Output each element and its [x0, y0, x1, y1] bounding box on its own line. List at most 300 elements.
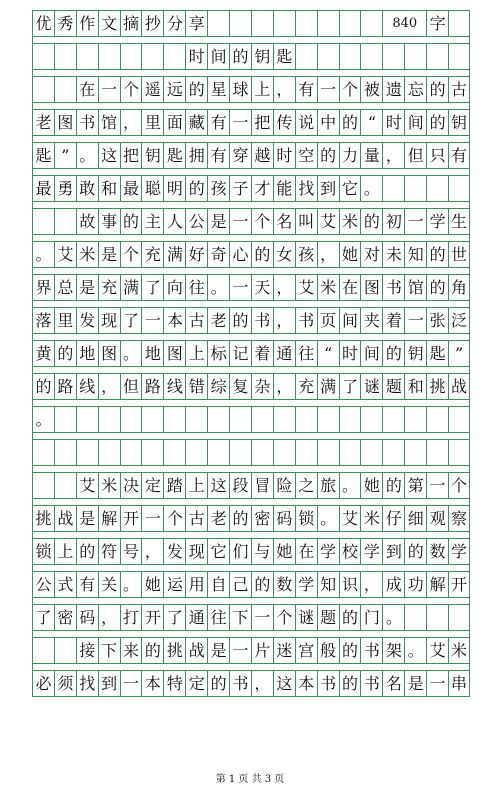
grid-cell: 艾: [317, 209, 339, 234]
grid-cell: 聪: [141, 176, 163, 201]
grid-cell: 生: [448, 209, 470, 234]
grid-cell: 书: [382, 275, 404, 300]
grid-cell: 匙: [426, 341, 448, 366]
grid-cell: [54, 440, 76, 465]
grid-cell: ，: [360, 572, 382, 597]
grid-cell: 门: [360, 605, 382, 630]
grid-cell: 学: [426, 209, 448, 234]
grid-cell: 公: [185, 209, 207, 234]
grid-cell: 的: [382, 341, 404, 366]
text-row: [32, 505, 470, 532]
text-row: [32, 604, 470, 631]
grid-cell: 挑: [163, 638, 185, 663]
grid-cell: 敢: [76, 176, 98, 201]
grid-cell: 一: [251, 605, 273, 630]
grid-cell: 。: [76, 143, 98, 168]
grid-cell: 迷: [273, 638, 295, 663]
grid-cell: 般: [317, 638, 339, 663]
grid-cell: [98, 407, 120, 432]
grid-cell: 840: [382, 11, 426, 36]
grid-cell: 一: [229, 110, 251, 135]
grid-cell: [317, 11, 339, 36]
grid-cell: 的: [426, 110, 448, 135]
grid-cell: 号: [120, 539, 142, 564]
grid-cell: 充: [141, 242, 163, 267]
grid-cell: [54, 407, 76, 432]
grid-cell: 学: [448, 539, 470, 564]
grid-cell: 享: [185, 11, 207, 36]
grid-cell: [229, 407, 251, 432]
grid-cell: 一: [229, 209, 251, 234]
grid-cell: 之: [295, 473, 317, 498]
grid-cell: 遥: [141, 77, 163, 102]
grid-cell: 才: [251, 176, 273, 201]
grid-cell: [251, 11, 273, 36]
grid-cell: 发: [163, 539, 185, 564]
text-row: [32, 670, 470, 697]
grid-cell: 事: [98, 209, 120, 234]
grid-cell: 在: [295, 539, 317, 564]
grid-cell: [426, 440, 448, 465]
grid-cell: 图: [360, 275, 382, 300]
grid-cell: 开: [448, 572, 470, 597]
grid-cell: 数: [273, 572, 295, 597]
grid-cell: 米: [339, 209, 361, 234]
grid-cell: 串: [448, 671, 470, 696]
grid-cell: 满: [120, 275, 142, 300]
grid-cell: 决: [120, 473, 142, 498]
grid-cell: ，: [120, 110, 142, 135]
grid-cell: [339, 440, 361, 465]
grid-cell: [295, 407, 317, 432]
grid-cell: 码: [273, 506, 295, 531]
grid-cell: 孩: [295, 242, 317, 267]
grid-cell: 往: [207, 605, 229, 630]
grid-cell: 满: [317, 374, 339, 399]
grid-cell: 在: [76, 77, 98, 102]
header-row: [32, 10, 470, 37]
grid-cell: 被: [360, 77, 382, 102]
grid-cell: [32, 44, 54, 69]
grid-cell: 段: [229, 473, 251, 498]
grid-cell: 的: [339, 671, 361, 696]
grid-cell: 钥: [251, 44, 273, 69]
text-row: [32, 340, 470, 367]
grid-cell: 自: [207, 572, 229, 597]
grid-cell: 有: [295, 77, 317, 102]
grid-cell: 个: [120, 77, 142, 102]
grid-cell: 们: [229, 539, 251, 564]
grid-cell: [273, 440, 295, 465]
grid-cell: 的: [207, 671, 229, 696]
grid-cell: 关: [98, 572, 120, 597]
grid-cell: 通: [273, 341, 295, 366]
grid-cell: 时: [382, 110, 404, 135]
grid-cell: [448, 176, 470, 201]
text-row: [32, 142, 470, 169]
grid-cell: [76, 440, 98, 465]
grid-cell: 分: [163, 11, 185, 36]
grid-cell: [295, 11, 317, 36]
grid-cell: 必: [32, 671, 54, 696]
grid-cell: [32, 473, 54, 498]
grid-cell: 落: [32, 308, 54, 333]
grid-cell: 宫: [295, 638, 317, 663]
grid-cell: 满: [163, 242, 185, 267]
grid-cell: 。: [404, 638, 426, 663]
grid-cell: 的: [54, 341, 76, 366]
grid-cell: 说: [295, 110, 317, 135]
grid-cell: 但: [404, 143, 426, 168]
grid-cell: 古: [185, 506, 207, 531]
grid-cell: 开: [141, 605, 163, 630]
text-row: [32, 241, 470, 268]
grid-cell: 下: [98, 638, 120, 663]
grid-cell: 张: [426, 308, 448, 333]
grid-cell: 标: [207, 341, 229, 366]
grid-cell: 总: [54, 275, 76, 300]
grid-cell: ，: [98, 374, 120, 399]
grid-cell: [273, 11, 295, 36]
grid-cell: [448, 44, 470, 69]
text-row: [32, 571, 470, 598]
writing-grid-sheet: [32, 10, 470, 697]
grid-cell: 钥: [404, 341, 426, 366]
grid-cell: 细: [404, 506, 426, 531]
grid-cell: [163, 440, 185, 465]
grid-cell: 观: [426, 506, 448, 531]
grid-cell: ，: [273, 77, 295, 102]
grid-cell: 里: [141, 110, 163, 135]
grid-cell: 力: [339, 143, 361, 168]
grid-cell: 解: [98, 506, 120, 531]
grid-cell: 一: [141, 506, 163, 531]
grid-cell: [317, 440, 339, 465]
grid-cell: 穿: [229, 143, 251, 168]
grid-cell: 了: [163, 605, 185, 630]
grid-cell: ，: [273, 308, 295, 333]
grid-cell: 老: [207, 506, 229, 531]
grid-cell: 的: [339, 638, 361, 663]
grid-cell: 夹: [360, 308, 382, 333]
grid-cell: 地: [76, 341, 98, 366]
grid-cell: 险: [273, 473, 295, 498]
page-footer: 第 1 页 共 3 页: [215, 774, 285, 785]
grid-cell: 米: [448, 638, 470, 663]
grid-cell: 界: [32, 275, 54, 300]
grid-cell: 记: [229, 341, 251, 366]
grid-cell: 。: [317, 506, 339, 531]
grid-cell: [448, 407, 470, 432]
grid-cell: 心: [229, 242, 251, 267]
grid-cell: 明: [163, 176, 185, 201]
grid-cell: [404, 44, 426, 69]
grid-cell: 天: [251, 275, 273, 300]
grid-cell: 间: [207, 44, 229, 69]
grid-cell: 。: [120, 572, 142, 597]
grid-cell: 时: [273, 143, 295, 168]
grid-cell: 叫: [295, 209, 317, 234]
grid-cell: 间: [404, 110, 426, 135]
grid-cell: 锁: [32, 539, 54, 564]
grid-cell: 图: [98, 341, 120, 366]
grid-cell: [317, 44, 339, 69]
grid-cell: 艾: [426, 638, 448, 663]
grid-cell: 一: [98, 77, 120, 102]
grid-cell: 下: [229, 605, 251, 630]
grid-cell: 了: [141, 275, 163, 300]
grid-cell: [163, 407, 185, 432]
grid-cell: 挑: [32, 506, 54, 531]
grid-cell: 往: [295, 341, 317, 366]
grid-cell: 打: [120, 605, 142, 630]
grid-cell: [295, 440, 317, 465]
grid-cell: 挑: [426, 374, 448, 399]
grid-cell: ，: [251, 671, 273, 696]
grid-cell: 用: [185, 572, 207, 597]
grid-cell: 只: [426, 143, 448, 168]
grid-cell: 知: [404, 242, 426, 267]
grid-cell: 书: [76, 110, 98, 135]
grid-cell: [251, 440, 273, 465]
grid-cell: 题: [317, 605, 339, 630]
grid-cell: ，: [273, 275, 295, 300]
grid-cell: 字: [426, 11, 448, 36]
grid-cell: 藏: [185, 110, 207, 135]
grid-cell: [426, 407, 448, 432]
grid-cell: 本: [295, 671, 317, 696]
grid-cell: [360, 407, 382, 432]
grid-cell: [317, 407, 339, 432]
grid-cell: [251, 407, 273, 432]
grid-cell: 的: [76, 539, 98, 564]
grid-cell: [382, 44, 404, 69]
grid-cell: 匙: [273, 44, 295, 69]
grid-cell: 解: [426, 572, 448, 597]
grid-cell: 了: [120, 308, 142, 333]
text-row: [32, 406, 470, 433]
grid-cell: 一: [426, 671, 448, 696]
grid-cell: 米: [76, 242, 98, 267]
grid-cell: 故: [76, 209, 98, 234]
grid-cell: 与: [251, 539, 273, 564]
grid-cell: 古: [448, 77, 470, 102]
grid-cell: 传: [273, 110, 295, 135]
grid-cell: 杂: [251, 374, 273, 399]
grid-cell: 线: [163, 374, 185, 399]
grid-cell: 找: [76, 671, 98, 696]
grid-cell: [32, 77, 54, 102]
grid-cell: 艾: [76, 473, 98, 498]
grid-cell: 题: [382, 374, 404, 399]
grid-cell: 一: [229, 275, 251, 300]
grid-cell: 须: [54, 671, 76, 696]
grid-cell: 这: [207, 473, 229, 498]
grid-cell: 书: [295, 308, 317, 333]
grid-cell: 到: [98, 671, 120, 696]
grid-cell: [426, 44, 448, 69]
grid-cell: [339, 11, 361, 36]
grid-cell: 主: [141, 209, 163, 234]
grid-cell: 往: [185, 275, 207, 300]
text-row: [32, 208, 470, 235]
grid-cell: 现: [98, 308, 120, 333]
grid-cell: 书: [229, 671, 251, 696]
grid-cell: 。: [32, 242, 54, 267]
grid-cell: [229, 11, 251, 36]
grid-cell: 踏: [163, 473, 185, 498]
grid-cell: 式: [54, 572, 76, 597]
grid-cell: 冒: [251, 473, 273, 498]
grid-cell: 能: [273, 176, 295, 201]
grid-cell: 数: [426, 539, 448, 564]
grid-cell: 匙: [32, 143, 54, 168]
grid-cell: 优: [32, 11, 54, 36]
grid-cell: 仔: [382, 506, 404, 531]
grid-cell: [382, 440, 404, 465]
grid-cell: 充: [98, 275, 120, 300]
grid-cell: ”: [448, 341, 470, 366]
grid-cell: 古: [185, 308, 207, 333]
grid-cell: [54, 473, 76, 498]
grid-cell: 的: [185, 176, 207, 201]
grid-cell: 图: [54, 110, 76, 135]
grid-cell: 是: [207, 638, 229, 663]
grid-cell: 泛: [448, 308, 470, 333]
grid-cell: “: [317, 341, 339, 366]
grid-cell: 到: [382, 539, 404, 564]
grid-cell: 它: [207, 539, 229, 564]
grid-cell: 子: [229, 176, 251, 201]
grid-cell: 女: [273, 242, 295, 267]
grid-cell: 到: [317, 176, 339, 201]
grid-cell: 名: [382, 671, 404, 696]
grid-cell: 她: [339, 242, 361, 267]
grid-cell: 有: [76, 572, 98, 597]
grid-cell: 开: [120, 506, 142, 531]
grid-cell: 谜: [295, 605, 317, 630]
grid-cell: 书: [360, 638, 382, 663]
grid-cell: 遗: [382, 77, 404, 102]
grid-cell: 间: [339, 308, 361, 333]
grid-cell: 图: [163, 341, 185, 366]
grid-cell: [76, 44, 98, 69]
grid-cell: 的: [32, 374, 54, 399]
grid-cell: 忘: [404, 77, 426, 102]
grid-cell: 老: [207, 308, 229, 333]
grid-cell: 是: [76, 275, 98, 300]
grid-cell: 它: [339, 176, 361, 201]
grid-cell: 馆: [404, 275, 426, 300]
grid-cell: 。: [339, 473, 361, 498]
grid-cell: 书: [251, 308, 273, 333]
grid-cell: 察: [448, 506, 470, 531]
grid-cell: 文: [98, 11, 120, 36]
grid-cell: 密: [251, 506, 273, 531]
grid-cell: 己: [229, 572, 251, 597]
grid-cell: 识: [339, 572, 361, 597]
grid-cell: 地: [141, 341, 163, 366]
grid-cell: [141, 440, 163, 465]
grid-cell: 初: [382, 209, 404, 234]
grid-cell: 码: [76, 605, 98, 630]
grid-cell: 现: [185, 539, 207, 564]
grid-cell: 着: [382, 308, 404, 333]
grid-cell: ，: [98, 605, 120, 630]
grid-cell: 个: [448, 473, 470, 498]
grid-cell: 的: [339, 605, 361, 630]
grid-cell: [76, 407, 98, 432]
grid-cell: 在: [339, 275, 361, 300]
grid-cell: 通: [185, 605, 207, 630]
grid-cell: 钥: [448, 110, 470, 135]
grid-cell: 个: [120, 242, 142, 267]
grid-cell: [185, 440, 207, 465]
grid-cell: 有: [207, 143, 229, 168]
grid-cell: [382, 176, 404, 201]
grid-cell: 定: [185, 671, 207, 696]
grid-cell: 片: [251, 638, 273, 663]
grid-cell: [360, 440, 382, 465]
grid-cell: 个: [251, 209, 273, 234]
grid-cell: 艾: [54, 242, 76, 267]
grid-cell: 上: [54, 539, 76, 564]
text-row: [32, 538, 470, 565]
grid-cell: 名: [273, 209, 295, 234]
grid-cell: 着: [251, 341, 273, 366]
grid-cell: 摘: [120, 11, 142, 36]
grid-cell: 孩: [207, 176, 229, 201]
grid-cell: 的: [317, 143, 339, 168]
grid-cell: 的: [141, 638, 163, 663]
text-row: [32, 439, 470, 466]
grid-cell: [185, 407, 207, 432]
grid-cell: 馆: [98, 110, 120, 135]
grid-cell: ，: [382, 143, 404, 168]
grid-cell: 的: [251, 242, 273, 267]
grid-cell: 星: [207, 77, 229, 102]
grid-cell: 定: [141, 473, 163, 498]
grid-cell: 一: [317, 77, 339, 102]
grid-cell: [448, 11, 470, 36]
grid-cell: 勇: [54, 176, 76, 201]
grid-cell: 线: [76, 374, 98, 399]
grid-cell: [120, 407, 142, 432]
grid-cell: 时: [339, 341, 361, 366]
grid-cell: 的: [229, 44, 251, 69]
grid-cell: 学: [295, 572, 317, 597]
grid-cell: 里: [54, 308, 76, 333]
grid-cell: [404, 407, 426, 432]
grid-cell: 艾: [295, 275, 317, 300]
grid-cell: 奇: [207, 242, 229, 267]
grid-cell: 个: [163, 506, 185, 531]
grid-cell: 。: [207, 275, 229, 300]
grid-cell: [32, 638, 54, 663]
grid-cell: 面: [163, 110, 185, 135]
grid-cell: 。: [382, 605, 404, 630]
grid-cell: [426, 605, 448, 630]
grid-cell: 秀: [54, 11, 76, 36]
grid-cell: [229, 440, 251, 465]
grid-cell: 的: [120, 209, 142, 234]
grid-cell: [120, 44, 142, 69]
grid-cell: [207, 11, 229, 36]
grid-cell: 未: [382, 242, 404, 267]
grid-cell: 作: [76, 11, 98, 36]
grid-cell: 学: [360, 539, 382, 564]
grid-cell: [360, 11, 382, 36]
